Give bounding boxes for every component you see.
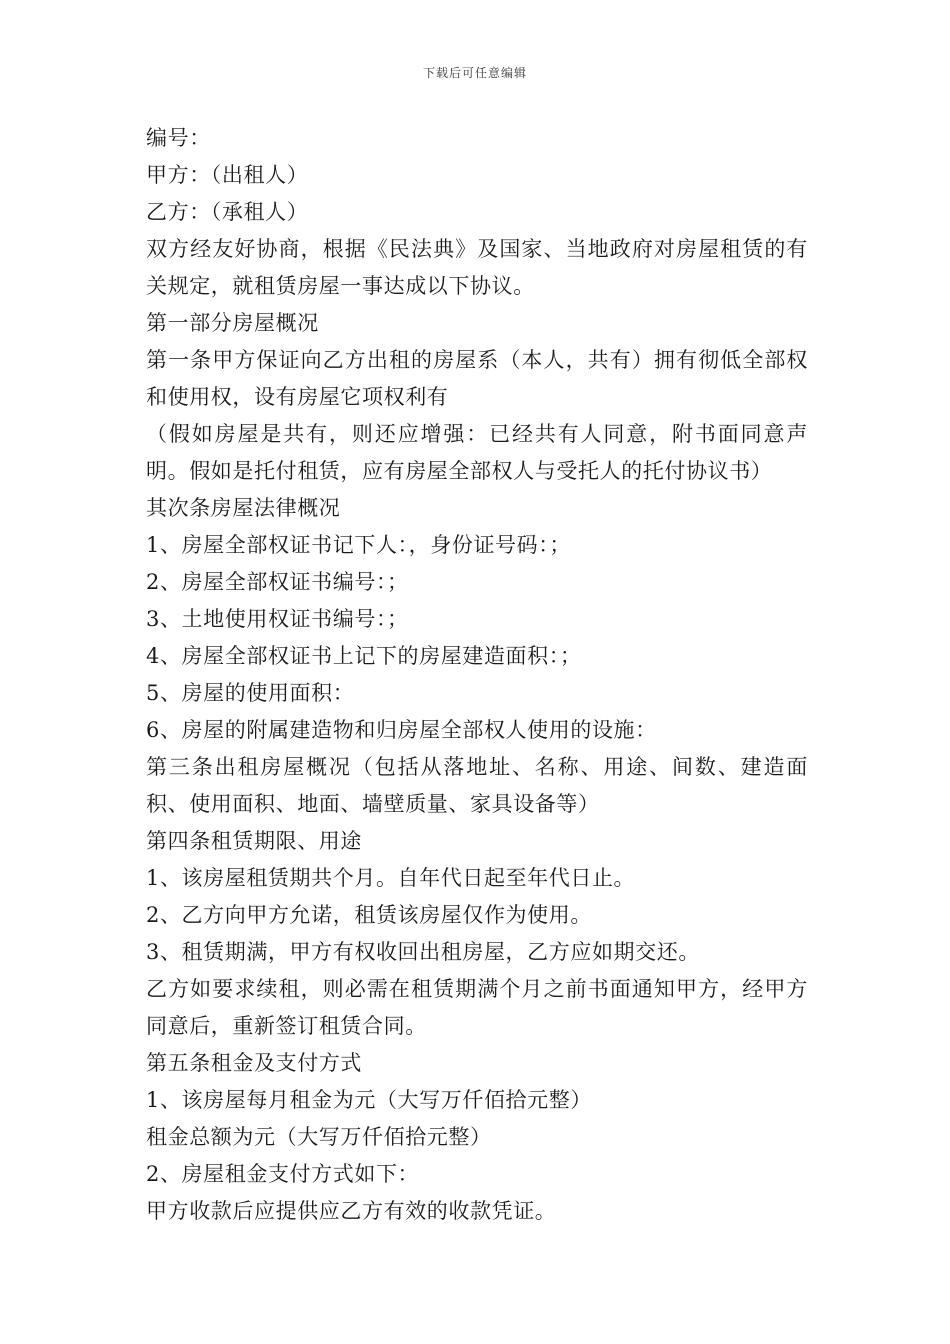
section-heading-part-one: 第一部分房屋概况	[146, 311, 319, 335]
list-item: 3、土地使用权证书编号：；	[146, 607, 409, 631]
article-three-paragraph: 第三条出租房屋概况（包括从落地址、名称、用途、间数、建造面积、使用面积、地面、墙壁质量、家具设备等）	[146, 755, 808, 816]
list-item: 2、乙方向甲方允诺，租赁该房屋仅作为使用。	[146, 903, 592, 927]
article-one-paragraph: 第一条甲方保证向乙方出租的房屋系（本人，共有）拥有彻低全部权和使用权，设有房屋它项权利有	[146, 348, 808, 409]
rent-total-line: 租金总额为元（大写万仟佰拾元整）	[146, 1125, 492, 1149]
list-item: 2、房屋全部权证书编号：；	[146, 570, 409, 594]
article-one-note: （假如房屋是共有，则还应增强：已经共有人同意，附书面同意声明。假如是托付租赁，应有房屋全部权人与受托人的托付协议书）	[146, 422, 808, 483]
list-item: 1、该房屋租赁期共个月。自年代日起至年代日止。	[146, 866, 636, 890]
header-note: 下载后可任意编辑	[422, 66, 527, 80]
contract-body	[146, 120, 808, 1230]
list-item: 4、房屋全部权证书上记下的房屋建造面积：；	[146, 644, 582, 668]
contract-number-line: 编号：	[146, 126, 211, 150]
party-b-line: 乙方：（承租人）	[146, 200, 309, 224]
list-item: 5、房屋的使用面积：	[146, 681, 355, 705]
party-a-line: 甲方：（出租人）	[146, 163, 309, 187]
list-item: 6、房屋的附属建造物和归房屋全部权人使用的设施：	[146, 718, 657, 742]
article-two-heading: 其次条房屋法律概况	[146, 496, 341, 520]
list-item: 1、房屋全部权证书记下人：，身份证号码：；	[146, 533, 571, 557]
list-item: 1、该房屋每月租金为元（大写万仟佰拾元整）	[146, 1088, 592, 1112]
article-five-heading: 第五条租金及支付方式	[146, 1051, 362, 1075]
preamble-paragraph: 双方经友好协商，根据《民法典》及国家、当地政府对房屋租赁的有关规定，就租赁房屋一事达成以下协议。	[146, 237, 808, 298]
renewal-paragraph: 乙方如要求续租，则必需在租赁期满个月之前书面通知甲方，经甲方同意后，重新签订租赁合同。	[146, 977, 808, 1038]
list-item: 2、房屋租金支付方式如下：	[146, 1162, 420, 1186]
article-four-heading: 第四条租赁期限、用途	[146, 829, 362, 853]
list-item: 3、租赁期满，甲方有权收回出租房屋，乙方应如期交还。	[146, 940, 700, 964]
receipt-line: 甲方收款后应提供应乙方有效的收款凭证。	[146, 1199, 557, 1223]
